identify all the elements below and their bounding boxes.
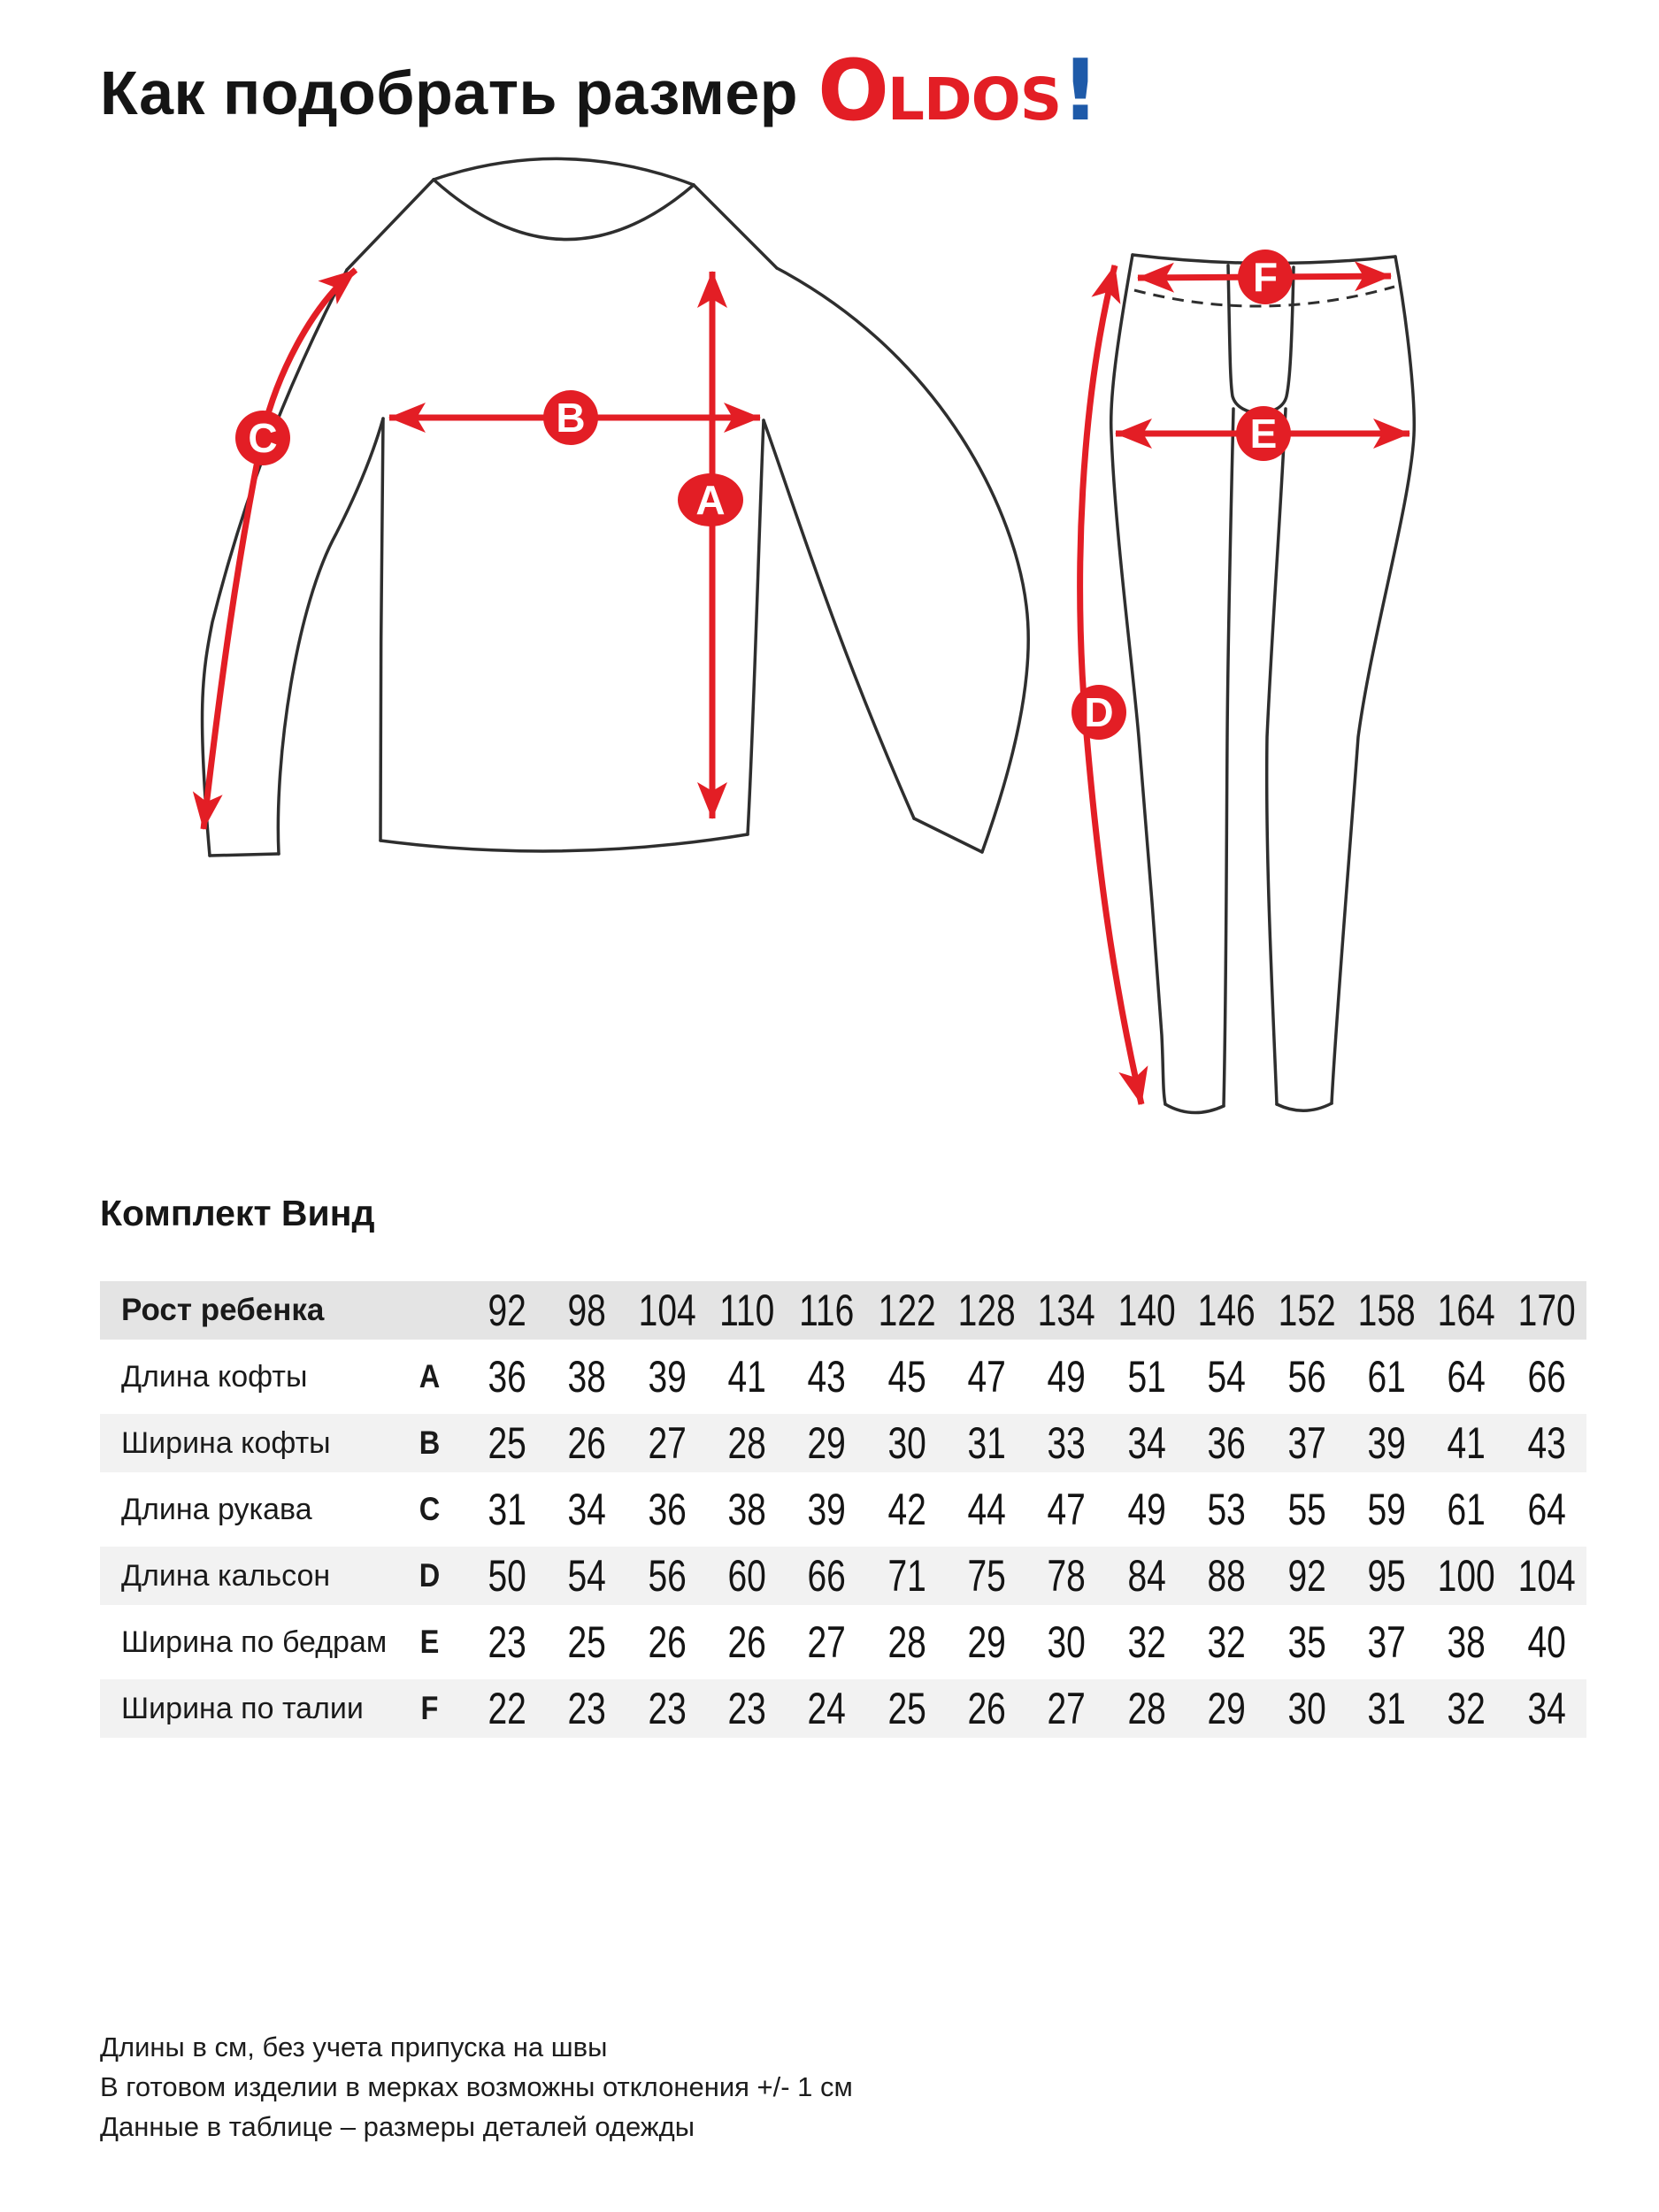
cell-value: 38 bbox=[727, 1485, 766, 1534]
cell-value: 30 bbox=[887, 1418, 926, 1468]
page-header bbox=[100, 37, 1098, 140]
cell-value: 31 bbox=[967, 1418, 1007, 1468]
cell-value: 53 bbox=[1207, 1485, 1247, 1534]
logo-letters: LDOS bbox=[887, 65, 1062, 134]
header-size: 104 bbox=[638, 1286, 696, 1335]
cell-value: 61 bbox=[1447, 1485, 1486, 1534]
cell-value: 41 bbox=[1447, 1418, 1486, 1468]
cell-value: 84 bbox=[1127, 1551, 1166, 1601]
cell-value: 30 bbox=[1047, 1617, 1087, 1667]
shirt-diagram bbox=[203, 158, 1029, 856]
footnote-line: Данные в таблице – размеры деталей одежды bbox=[100, 2110, 695, 2142]
cell-value: 32 bbox=[1207, 1617, 1247, 1667]
footnotes bbox=[100, 2028, 853, 2147]
cell-value: 50 bbox=[488, 1551, 526, 1601]
header-size: 110 bbox=[719, 1286, 775, 1335]
logo-letter-o: O bbox=[818, 42, 887, 140]
cell-value: 36 bbox=[488, 1352, 526, 1402]
cell-value: 55 bbox=[1287, 1485, 1326, 1534]
cell-value: 78 bbox=[1047, 1551, 1087, 1601]
cell-value: 45 bbox=[887, 1352, 926, 1402]
cell-value: 54 bbox=[1207, 1352, 1247, 1402]
cell-value: 49 bbox=[1127, 1485, 1166, 1534]
cell-value: 28 bbox=[1127, 1684, 1166, 1733]
table-row bbox=[100, 1348, 1586, 1406]
cell-value: 26 bbox=[967, 1684, 1007, 1733]
header-size: 134 bbox=[1038, 1286, 1096, 1335]
row-letter: E bbox=[419, 1624, 440, 1660]
cell-value: 29 bbox=[807, 1418, 847, 1468]
row-letter: C bbox=[419, 1491, 441, 1527]
header-size: 152 bbox=[1278, 1286, 1336, 1335]
cell-value: 25 bbox=[488, 1418, 526, 1468]
cell-value: 34 bbox=[1127, 1418, 1166, 1468]
cell-value: 39 bbox=[807, 1485, 847, 1534]
cell-value: 26 bbox=[727, 1617, 766, 1667]
cell-value: 33 bbox=[1047, 1418, 1087, 1468]
cell-value: 47 bbox=[1047, 1485, 1087, 1534]
cell-value: 104 bbox=[1517, 1551, 1576, 1601]
cell-value: 35 bbox=[1287, 1617, 1326, 1667]
table-row bbox=[100, 1480, 1586, 1539]
cell-value: 92 bbox=[1287, 1551, 1326, 1601]
size-table bbox=[100, 1281, 1586, 1746]
cell-value: 42 bbox=[887, 1485, 926, 1534]
table-row bbox=[100, 1547, 1586, 1605]
cell-value: 56 bbox=[1287, 1352, 1326, 1402]
cell-value: 28 bbox=[727, 1418, 766, 1468]
row-letter: B bbox=[419, 1425, 441, 1461]
table-row bbox=[100, 1679, 1586, 1738]
measure-arrow-b bbox=[389, 390, 760, 445]
table-row bbox=[100, 1414, 1586, 1472]
cell-value: 66 bbox=[1527, 1352, 1566, 1402]
cell-value: 32 bbox=[1447, 1684, 1486, 1733]
row-letter: D bbox=[419, 1557, 441, 1594]
badge-b-label: B bbox=[556, 395, 586, 441]
cell-value: 24 bbox=[807, 1684, 847, 1733]
header-size: 164 bbox=[1437, 1286, 1495, 1335]
header-size: 98 bbox=[567, 1286, 607, 1335]
cell-value: 43 bbox=[1527, 1418, 1566, 1468]
cell-value: 27 bbox=[648, 1418, 687, 1468]
badge-d-label: D bbox=[1084, 689, 1114, 735]
badge-f-label: F bbox=[1252, 254, 1279, 300]
row-label: Ширина кофты bbox=[121, 1425, 331, 1460]
cell-value: 43 bbox=[807, 1352, 847, 1402]
header-label: Рост ребенка bbox=[121, 1293, 325, 1327]
shirt-outline bbox=[203, 158, 1029, 856]
cell-value: 64 bbox=[1527, 1485, 1566, 1534]
cell-value: 29 bbox=[1207, 1684, 1247, 1733]
cell-value: 41 bbox=[727, 1352, 766, 1402]
measure-arrow-e bbox=[1116, 406, 1409, 461]
header-size: 116 bbox=[799, 1286, 855, 1335]
table-row bbox=[100, 1613, 1586, 1671]
cell-value: 75 bbox=[967, 1551, 1007, 1601]
cell-value: 37 bbox=[1367, 1617, 1406, 1667]
header-size: 122 bbox=[878, 1286, 936, 1335]
cell-value: 29 bbox=[967, 1617, 1007, 1667]
cell-value: 44 bbox=[967, 1485, 1007, 1534]
header-size: 146 bbox=[1197, 1286, 1256, 1335]
set-name-title: Комплект Винд bbox=[100, 1193, 375, 1233]
cell-value: 23 bbox=[727, 1684, 766, 1733]
cell-value: 61 bbox=[1367, 1352, 1406, 1402]
page-title: Как подобрать размер bbox=[100, 58, 799, 127]
cell-value: 34 bbox=[1527, 1684, 1566, 1733]
cell-value: 60 bbox=[727, 1551, 766, 1601]
row-letter: A bbox=[419, 1358, 441, 1394]
header-size: 92 bbox=[488, 1286, 526, 1335]
cell-value: 32 bbox=[1127, 1617, 1166, 1667]
cell-value: 39 bbox=[1367, 1418, 1406, 1468]
cell-value: 54 bbox=[567, 1551, 607, 1601]
cell-value: 37 bbox=[1287, 1418, 1326, 1468]
row-label: Ширина по бедрам bbox=[121, 1624, 388, 1659]
badge-c-label: C bbox=[248, 415, 278, 461]
table-header-row bbox=[100, 1281, 1586, 1340]
cell-value: 95 bbox=[1367, 1551, 1406, 1601]
row-label: Ширина по талии bbox=[121, 1691, 364, 1725]
cell-value: 36 bbox=[648, 1485, 687, 1534]
pants-outline bbox=[1111, 255, 1415, 1113]
cell-value: 25 bbox=[887, 1684, 926, 1733]
row-letter: F bbox=[420, 1690, 439, 1726]
cell-value: 22 bbox=[488, 1684, 526, 1733]
row-label: Длина кальсон bbox=[121, 1558, 331, 1593]
cell-value: 23 bbox=[488, 1617, 526, 1667]
cell-value: 66 bbox=[807, 1551, 847, 1601]
row-label: Длина рукава bbox=[121, 1492, 312, 1526]
measurement-diagram bbox=[124, 146, 1553, 1141]
cell-value: 31 bbox=[488, 1485, 526, 1534]
cell-value: 23 bbox=[648, 1684, 687, 1733]
header-size: 140 bbox=[1118, 1286, 1176, 1335]
cell-value: 71 bbox=[887, 1551, 926, 1601]
cell-value: 40 bbox=[1527, 1617, 1566, 1667]
cell-value: 56 bbox=[648, 1551, 687, 1601]
cell-value: 30 bbox=[1287, 1684, 1326, 1733]
cell-value: 36 bbox=[1207, 1418, 1247, 1468]
cell-value: 51 bbox=[1127, 1352, 1166, 1402]
cell-value: 27 bbox=[807, 1617, 847, 1667]
measure-arrow-c bbox=[204, 270, 356, 829]
cell-value: 64 bbox=[1447, 1352, 1486, 1402]
cell-value: 34 bbox=[567, 1485, 607, 1534]
row-label: Длина кофты bbox=[121, 1359, 308, 1394]
measure-arrow-a bbox=[678, 272, 743, 818]
cell-value: 27 bbox=[1047, 1684, 1087, 1733]
cell-value: 59 bbox=[1367, 1485, 1406, 1534]
footnote-line: Длины в см, без учета припуска на швы bbox=[100, 2032, 608, 2062]
header-size: 158 bbox=[1357, 1286, 1416, 1335]
cell-value: 25 bbox=[567, 1617, 607, 1667]
badge-e-label: E bbox=[1249, 411, 1278, 457]
cell-value: 31 bbox=[1367, 1684, 1406, 1733]
cell-value: 38 bbox=[1447, 1617, 1486, 1667]
cell-value: 28 bbox=[887, 1617, 926, 1667]
cell-value: 88 bbox=[1207, 1551, 1247, 1601]
oldos-logo bbox=[818, 42, 1098, 140]
badge-a-label: A bbox=[695, 477, 726, 523]
cell-value: 38 bbox=[567, 1352, 607, 1402]
pants-diagram bbox=[1071, 250, 1414, 1113]
cell-value: 26 bbox=[567, 1418, 607, 1468]
cell-value: 39 bbox=[648, 1352, 687, 1402]
cell-value: 100 bbox=[1437, 1551, 1495, 1601]
header-size: 128 bbox=[957, 1286, 1016, 1335]
footnote-line: В готовом изделии в мерках возможны отклонения +/- 1 см bbox=[100, 2070, 853, 2102]
cell-value: 47 bbox=[967, 1352, 1007, 1402]
header-size: 170 bbox=[1517, 1286, 1576, 1335]
measure-arrow-d bbox=[1071, 265, 1141, 1104]
logo-exclamation: ! bbox=[1061, 42, 1098, 140]
cell-value: 23 bbox=[567, 1684, 607, 1733]
cell-value: 49 bbox=[1047, 1352, 1087, 1402]
cell-value: 26 bbox=[648, 1617, 687, 1667]
